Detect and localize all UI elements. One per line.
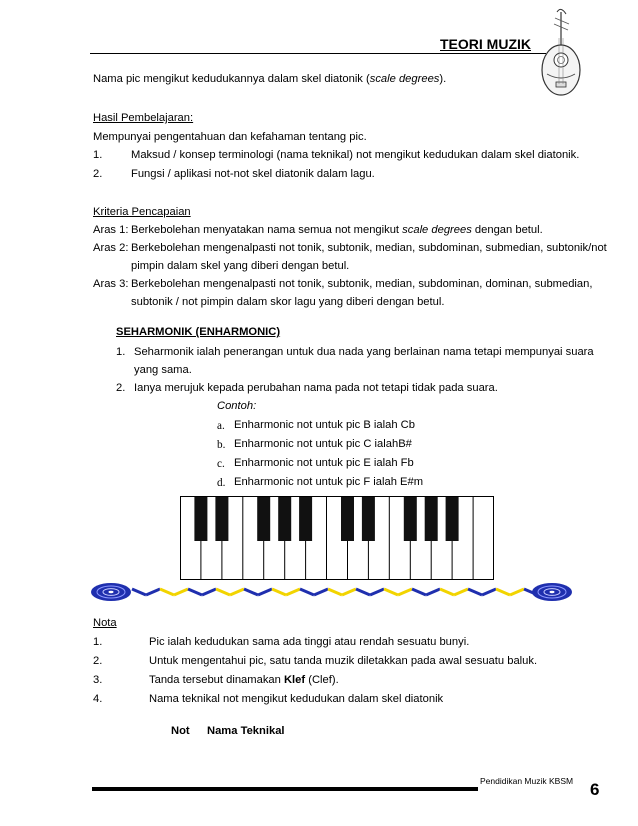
criteria-text: pimpin dalam skel yang diberi dengan betul.	[131, 260, 350, 272]
divider-zigzag-segment	[160, 589, 174, 595]
example-body: Enharmonic not untuk pic B ialah C	[234, 419, 409, 431]
divider-zigzag-segment	[314, 589, 328, 595]
black-key	[362, 497, 375, 541]
learning-item-num: 2.	[93, 168, 103, 180]
divider-zigzag-segment	[454, 589, 468, 595]
criteria-heading: Kriteria Pencapaian	[93, 206, 191, 218]
criteria-post: dengan betul.	[471, 224, 543, 236]
black-key	[404, 497, 417, 541]
page-title: TEORI MUZIK	[440, 36, 531, 52]
table-header-nama-teknikal: Nama Teknikal	[207, 725, 285, 737]
nota-text	[149, 674, 339, 686]
divider-zigzag-segment	[174, 589, 188, 595]
black-key	[341, 497, 354, 541]
spiral-disc-icon	[91, 583, 131, 601]
divider-zigzag-segment	[510, 589, 524, 595]
divider-zigzag-segment	[300, 589, 314, 595]
example-body: Enharmonic not untuk pic E ialah F	[234, 457, 408, 469]
piano-keyboard-diagram	[180, 496, 494, 580]
criteria-pre: Berkebolehan menyatakan nama semua not mengikut	[131, 224, 403, 236]
divider-zigzag-segment	[426, 589, 440, 595]
criteria-label: Aras 3:	[93, 278, 129, 290]
page-number: 6	[590, 780, 600, 799]
divider-zigzag-segment	[356, 589, 370, 595]
intro-post: ).	[439, 73, 447, 85]
enharmonic-point-num: 2.	[116, 382, 126, 394]
learning-item-text: Fungsi / aplikasi not-not skel diatonik dalam lagu.	[131, 168, 375, 180]
divider-zigzag-segment	[146, 589, 160, 595]
intro-pre: Nama pic mengikut kedudukannya dalam skel diatonik (	[93, 73, 370, 85]
lute-icon	[533, 8, 583, 100]
nota-num: 1.	[93, 636, 103, 648]
nota-bold: Klef	[283, 674, 306, 686]
divider-zigzag-segment	[342, 589, 356, 595]
example-body: Enharmonic not untuk pic F ialah	[234, 476, 401, 488]
divider-zigzag-segment	[482, 589, 496, 595]
intro-text	[93, 73, 446, 85]
enharmonic-point-num: 1.	[116, 346, 126, 358]
criteria-text: Berkebolehan mengenalpasti not tonik, subtonik, median, subdominan, dominan, submedian,	[131, 278, 593, 290]
nota-text: Untuk mengentahui pic, satu tanda muzik diletakkan pada awal sesuatu baluk.	[149, 655, 538, 667]
black-key	[299, 497, 312, 541]
nota-pre: Tanda tersebut dinamakan	[149, 674, 284, 686]
example-label: Contoh:	[217, 400, 257, 412]
example-letter: c.	[217, 458, 225, 470]
footer-rule	[92, 787, 478, 791]
header-rule	[90, 53, 546, 54]
black-key	[257, 497, 270, 541]
nota-text: Pic ialah kedudukan sama ada tinggi atau rendah sesuatu bunyi.	[149, 636, 470, 648]
enharmonic-point-text: Seharmonik ialah penerangan untuk dua nada yang berlainan nama tetapi mempunyai suara	[134, 346, 594, 358]
example-letter: b.	[217, 439, 226, 451]
divider-zigzag-segment	[496, 589, 510, 595]
divider-zigzag-segment	[440, 589, 454, 595]
black-key	[446, 497, 459, 541]
criteria-em: scale degrees	[402, 224, 472, 236]
divider-zigzag-segment	[258, 589, 272, 595]
criteria-text	[131, 224, 543, 236]
example-text	[234, 419, 415, 431]
nota-num: 2.	[93, 655, 103, 667]
nota-num: 3.	[93, 674, 103, 686]
example-letter: d.	[217, 477, 226, 489]
music-symbol: b	[407, 457, 414, 469]
music-symbol: b	[408, 419, 415, 431]
learning-item-num: 1.	[93, 149, 103, 161]
example-letter: a.	[217, 420, 225, 432]
enharmonic-point-text: Ianya merujuk kepada perubahan nama pada not tetapi tidak pada suara.	[134, 382, 498, 394]
nota-num: 4.	[93, 693, 103, 705]
example-body: Enharmonic not untuk pic C ialah	[234, 438, 399, 450]
black-key	[215, 497, 228, 541]
table-header-not: Not	[171, 725, 190, 737]
decorative-divider	[90, 578, 588, 606]
divider-zigzag-segment	[188, 589, 202, 595]
spiral-disc-icon	[532, 583, 572, 601]
divider-zigzag-segment	[216, 589, 230, 595]
divider-zigzag-segment	[230, 589, 244, 595]
criteria-text: Berkebolehan mengenalpasti not tonik, subtonik, median, subdominan, submedian, subtonik/not	[131, 242, 607, 254]
divider-zigzag-segment	[384, 589, 398, 595]
criteria-text: subtonik / not pimpin dalam skor lagu yang diberi dengan betul.	[131, 296, 445, 308]
enharmonic-heading: SEHARMONIK (ENHARMONIC)	[116, 326, 281, 338]
criteria-label: Aras 1:	[93, 224, 129, 236]
example-text	[234, 476, 423, 488]
music-symbol: E#m	[400, 476, 424, 488]
example-text	[234, 457, 414, 469]
learning-lead: Mempunyai pengentahuan dan kefahaman tentang pic.	[93, 131, 367, 143]
learning-item-text: Maksud / konsep terminologi (nama teknikal) not mengikut kedudukan dalam skel diatonik.	[131, 149, 580, 161]
divider-zigzag-segment	[272, 589, 286, 595]
divider-zigzag-segment	[328, 589, 342, 595]
black-key	[425, 497, 438, 541]
divider-zigzag-segment	[132, 589, 146, 595]
criteria-label: Aras 2:	[93, 242, 129, 254]
divider-zigzag-segment	[244, 589, 258, 595]
divider-zigzag-segment	[398, 589, 412, 595]
footer-label: Pendidikan Muzik KBSM	[480, 776, 574, 786]
intro-em: scale degrees	[369, 73, 440, 85]
divider-zigzag-segment	[412, 589, 426, 595]
nota-text: Nama teknikal not mengikut kedudukan dalam skel diatonik	[149, 693, 444, 705]
nota-post: (Clef).	[305, 674, 339, 686]
learning-heading: Hasil Pembelajaran:	[93, 112, 194, 124]
divider-zigzag-segment	[370, 589, 384, 595]
example-text	[234, 438, 412, 450]
music-symbol: B#	[398, 438, 412, 450]
divider-zigzag-segment	[286, 589, 300, 595]
divider-zigzag-segment	[202, 589, 216, 595]
nota-heading: Nota	[93, 617, 117, 629]
enharmonic-point-text: yang sama.	[134, 364, 192, 376]
black-key	[194, 497, 207, 541]
black-key	[278, 497, 291, 541]
divider-zigzag-segment	[468, 589, 482, 595]
